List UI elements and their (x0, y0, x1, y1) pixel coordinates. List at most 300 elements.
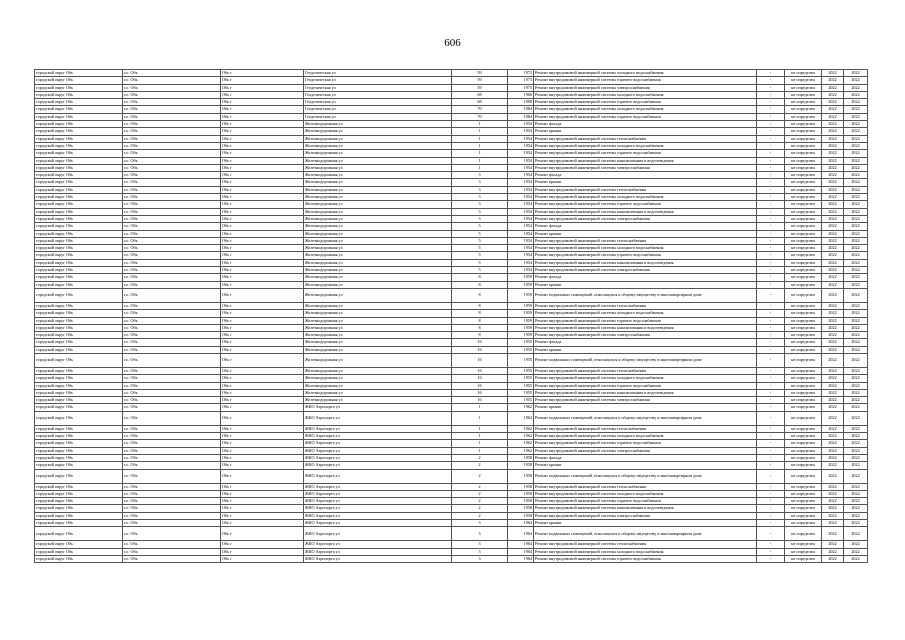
cell-street: Железнодорожная ул (304, 281, 452, 288)
cell-cost: - (757, 179, 785, 186)
cell-method: не определен (785, 302, 822, 309)
cell-plan-year-end: 2022 (844, 353, 868, 367)
cell-municipality: г.о. Обь (123, 440, 221, 447)
cell-plan-year-end: 2022 (844, 490, 868, 497)
cell-city: Обь г (221, 267, 304, 274)
cell-street: Железнодорожная ул (304, 164, 452, 171)
cell-house-number: 1 (452, 411, 508, 425)
cell-build-year: 1958 (508, 469, 534, 483)
cell-work-type: Ремонт крыши (534, 179, 757, 186)
table-row (35, 382, 868, 389)
cell-street: Железнодорожная ул (304, 237, 452, 244)
cell-build-year: 1959 (508, 274, 534, 281)
cell-work-type: Ремонт внутридомовой инженерной системы холодного водоснабжения (534, 142, 757, 149)
cell-district: городской округ Обь (35, 164, 123, 171)
cell-plan-year-end: 2022 (844, 555, 868, 562)
cell-district: городской округ Обь (35, 113, 123, 120)
cell-method: не определен (785, 77, 822, 84)
cell-method: не определен (785, 425, 822, 432)
cell-method: не определен (785, 440, 822, 447)
cell-municipality: г.о. Обь (123, 208, 221, 215)
cell-plan-year-start: 2022 (822, 84, 844, 91)
cell-house-number: 2 (452, 505, 508, 512)
cell-method: не определен (785, 317, 822, 324)
cell-city: Обь г (221, 274, 304, 281)
cell-work-type: Ремонт внутридомовой инженерной системы горячего водоснабжения (534, 317, 757, 324)
cell-plan-year-end: 2022 (844, 106, 868, 113)
cell-cost: - (757, 382, 785, 389)
cell-work-type: Ремонт внутридомовой инженерной системы теплоснабжения (534, 237, 757, 244)
cell-method: не определен (785, 186, 822, 193)
table-row (35, 310, 868, 317)
cell-district: городской округ Обь (35, 172, 123, 179)
table-row (35, 317, 868, 324)
cell-work-type: Ремонт внутридомовой инженерной системы горячего водоснабжения (534, 555, 757, 562)
cell-method: не определен (785, 252, 822, 259)
cell-method: не определен (785, 483, 822, 490)
cell-plan-year-end: 2022 (844, 447, 868, 454)
cell-plan-year-start: 2022 (822, 440, 844, 447)
cell-municipality: г.о. Обь (123, 142, 221, 149)
cell-plan-year-start: 2022 (822, 252, 844, 259)
cell-city: Обь г (221, 346, 304, 353)
cell-work-type: Ремонт фасада (534, 274, 757, 281)
cell-district: городской округ Обь (35, 99, 123, 106)
cell-municipality: г.о. Обь (123, 490, 221, 497)
cell-house-number: 3 (452, 520, 508, 527)
cell-build-year: 1959 (508, 332, 534, 339)
table-row (35, 324, 868, 331)
cell-municipality: г.о. Обь (123, 332, 221, 339)
cell-plan-year-start: 2022 (822, 70, 844, 77)
cell-city: Обь г (221, 367, 304, 374)
table-row (35, 113, 868, 120)
cell-plan-year-start: 2022 (822, 548, 844, 555)
cell-build-year: 1959 (508, 317, 534, 324)
cell-street: ЖКО Аэропорта ул (304, 541, 452, 548)
cell-district: городской округ Обь (35, 555, 123, 562)
cell-work-type: Ремонт внутридомовой инженерной системы канализования и водоотведения (534, 259, 757, 266)
cell-district: городской округ Обь (35, 281, 123, 288)
cell-plan-year-start: 2022 (822, 215, 844, 222)
cell-method: не определен (785, 150, 822, 157)
cell-plan-year-start: 2022 (822, 121, 844, 128)
cell-city: Обь г (221, 77, 304, 84)
cell-municipality: г.о. Обь (123, 310, 221, 317)
cell-municipality: г.о. Обь (123, 259, 221, 266)
cell-method: не определен (785, 555, 822, 562)
cell-build-year: 1954 (508, 135, 534, 142)
cell-district: городской округ Обь (35, 245, 123, 252)
cell-work-type: Ремонт фасада (534, 172, 757, 179)
table-row (35, 252, 868, 259)
cell-method: не определен (785, 194, 822, 201)
cell-district: городской округ Обь (35, 324, 123, 331)
cell-plan-year-start: 2022 (822, 302, 844, 309)
cell-cost: - (757, 462, 785, 469)
table-row (35, 164, 868, 171)
cell-municipality: г.о. Обь (123, 339, 221, 346)
cell-plan-year-start: 2022 (822, 411, 844, 425)
cell-district: городской округ Обь (35, 230, 123, 237)
cell-method: не определен (785, 339, 822, 346)
cell-street: Геодезическая ул (304, 77, 452, 84)
table-row (35, 353, 868, 367)
cell-work-type: Ремонт крыши (534, 230, 757, 237)
cell-plan-year-start: 2022 (822, 527, 844, 541)
cell-district: городской округ Обь (35, 454, 123, 461)
cell-plan-year-end: 2022 (844, 389, 868, 396)
cell-work-type: Ремонт внутридомовой инженерной системы канализования и водоотведения (534, 208, 757, 215)
cell-plan-year-end: 2022 (844, 281, 868, 288)
cell-house-number: 3 (452, 172, 508, 179)
cell-work-type: Ремонт внутридомовой инженерной системы электроснабжения (534, 164, 757, 171)
cell-district: городской округ Обь (35, 77, 123, 84)
cell-work-type: Ремонт крыши (534, 346, 757, 353)
cell-method: не определен (785, 346, 822, 353)
cell-city: Обь г (221, 310, 304, 317)
table-body (35, 70, 868, 563)
cell-method: не определен (785, 288, 822, 302)
cell-street: Железнодорожная ул (304, 157, 452, 164)
table-row (35, 339, 868, 346)
cell-street: Железнодорожная ул (304, 353, 452, 367)
cell-city: Обь г (221, 541, 304, 548)
cell-municipality: г.о. Обь (123, 150, 221, 157)
cell-build-year: 1959 (508, 281, 534, 288)
table-row (35, 150, 868, 157)
cell-method: не определен (785, 512, 822, 519)
cell-street: Геодезическая ул (304, 113, 452, 120)
table-row (35, 375, 868, 382)
cell-street: ЖКО Аэропорта ул (304, 469, 452, 483)
cell-plan-year-end: 2022 (844, 288, 868, 302)
cell-house-number: 68 (452, 91, 508, 98)
cell-city: Обь г (221, 194, 304, 201)
table-row (35, 121, 868, 128)
cell-cost: - (757, 106, 785, 113)
cell-plan-year-start: 2022 (822, 237, 844, 244)
cell-build-year: 1962 (508, 447, 534, 454)
cell-method: не определен (785, 259, 822, 266)
cell-district: городской округ Обь (35, 179, 123, 186)
cell-method: не определен (785, 498, 822, 505)
cell-work-type: Ремонт фасада (534, 454, 757, 461)
cell-build-year: 1954 (508, 237, 534, 244)
table-row (35, 267, 868, 274)
cell-city: Обь г (221, 454, 304, 461)
cell-municipality: г.о. Обь (123, 324, 221, 331)
cell-municipality: г.о. Обь (123, 91, 221, 98)
table-row (35, 447, 868, 454)
cell-city: Обь г (221, 121, 304, 128)
cell-district: городской округ Обь (35, 310, 123, 317)
cell-district: городской округ Обь (35, 332, 123, 339)
cell-house-number: 5 (452, 245, 508, 252)
cell-municipality: г.о. Обь (123, 512, 221, 519)
cell-cost: - (757, 324, 785, 331)
cell-city: Обь г (221, 208, 304, 215)
cell-house-number: 59 (452, 77, 508, 84)
cell-cost: - (757, 527, 785, 541)
cell-municipality: г.о. Обь (123, 237, 221, 244)
cell-district: городской округ Обь (35, 433, 123, 440)
table-row (35, 440, 868, 447)
cell-cost: - (757, 274, 785, 281)
cell-district: городской округ Обь (35, 382, 123, 389)
cell-house-number: 3 (452, 527, 508, 541)
cell-method: не определен (785, 164, 822, 171)
table-row (35, 288, 868, 302)
cell-street: Железнодорожная ул (304, 128, 452, 135)
cell-municipality: г.о. Обь (123, 223, 221, 230)
cell-municipality: г.о. Обь (123, 201, 221, 208)
cell-build-year: 1955 (508, 367, 534, 374)
cell-city: Обь г (221, 135, 304, 142)
cell-plan-year-start: 2022 (822, 462, 844, 469)
cell-build-year: 1962 (508, 425, 534, 432)
table-row (35, 179, 868, 186)
cell-build-year: 1973 (508, 84, 534, 91)
table-row (35, 215, 868, 222)
cell-work-type: Ремонт внутридомовой инженерной системы канализования и водоотведения (534, 389, 757, 396)
cell-house-number: 16 (452, 353, 508, 367)
cell-street: Железнодорожная ул (304, 317, 452, 324)
cell-work-type: Ремонт внутридомовой инженерной системы горячего водоснабжения (534, 113, 757, 120)
cell-plan-year-start: 2022 (822, 77, 844, 84)
cell-build-year: 1962 (508, 404, 534, 411)
cell-house-number: 8 (452, 288, 508, 302)
cell-plan-year-end: 2022 (844, 332, 868, 339)
cell-cost: - (757, 302, 785, 309)
repair-schedule-table (34, 69, 868, 563)
cell-municipality: г.о. Обь (123, 215, 221, 222)
cell-plan-year-start: 2022 (822, 201, 844, 208)
cell-method: не определен (785, 411, 822, 425)
cell-work-type: Ремонт подвальных помещений, относящихся к общему имуществу в многоквартирном доме (534, 353, 757, 367)
cell-street: Железнодорожная ул (304, 324, 452, 331)
cell-plan-year-start: 2022 (822, 99, 844, 106)
cell-cost: - (757, 454, 785, 461)
cell-cost: - (757, 150, 785, 157)
table-row (35, 230, 868, 237)
cell-work-type: Ремонт крыши (534, 462, 757, 469)
cell-city: Обь г (221, 505, 304, 512)
cell-build-year: 1958 (508, 498, 534, 505)
cell-street: Геодезическая ул (304, 84, 452, 91)
cell-house-number: 3 (452, 179, 508, 186)
cell-city: Обь г (221, 84, 304, 91)
cell-city: Обь г (221, 512, 304, 519)
cell-work-type: Ремонт внутридомовой инженерной системы холодного водоснабжения (534, 548, 757, 555)
cell-work-type: Ремонт внутридомовой инженерной системы холодного водоснабжения (534, 194, 757, 201)
cell-street: Железнодорожная ул (304, 121, 452, 128)
cell-work-type: Ремонт внутридомовой инженерной системы теплоснабжения (534, 425, 757, 432)
cell-method: не определен (785, 91, 822, 98)
cell-cost: - (757, 397, 785, 404)
cell-city: Обь г (221, 252, 304, 259)
table-row (35, 404, 868, 411)
cell-work-type: Ремонт внутридомовой инженерной системы теплоснабжения (534, 541, 757, 548)
cell-city: Обь г (221, 223, 304, 230)
cell-build-year: 1980 (508, 99, 534, 106)
cell-district: городской округ Обь (35, 201, 123, 208)
cell-cost: - (757, 194, 785, 201)
table-row (35, 490, 868, 497)
table-row (35, 454, 868, 461)
cell-city: Обь г (221, 317, 304, 324)
cell-work-type: Ремонт внутридомовой инженерной системы электроснабжения (534, 332, 757, 339)
table-row (35, 237, 868, 244)
cell-district: городской округ Обь (35, 317, 123, 324)
cell-plan-year-end: 2022 (844, 375, 868, 382)
cell-cost: - (757, 389, 785, 396)
cell-district: городской округ Обь (35, 259, 123, 266)
cell-municipality: г.о. Обь (123, 375, 221, 382)
table-row (35, 186, 868, 193)
cell-street: Железнодорожная ул (304, 230, 452, 237)
cell-cost: - (757, 281, 785, 288)
cell-municipality: г.о. Обь (123, 194, 221, 201)
cell-build-year: 1954 (508, 194, 534, 201)
cell-work-type: Ремонт внутридомовой инженерной системы холодного водоснабжения (534, 433, 757, 440)
cell-plan-year-end: 2022 (844, 274, 868, 281)
cell-house-number: 8 (452, 274, 508, 281)
cell-cost: - (757, 411, 785, 425)
cell-plan-year-end: 2022 (844, 230, 868, 237)
cell-city: Обь г (221, 498, 304, 505)
cell-build-year: 1964 (508, 548, 534, 555)
cell-street: ЖКО Аэропорта ул (304, 505, 452, 512)
cell-house-number: 3 (452, 541, 508, 548)
cell-cost: - (757, 252, 785, 259)
cell-house-number: 16 (452, 346, 508, 353)
cell-city: Обь г (221, 469, 304, 483)
cell-build-year: 1954 (508, 223, 534, 230)
cell-city: Обь г (221, 142, 304, 149)
cell-method: не определен (785, 142, 822, 149)
cell-plan-year-start: 2022 (822, 281, 844, 288)
cell-plan-year-end: 2022 (844, 527, 868, 541)
cell-street: Железнодорожная ул (304, 215, 452, 222)
cell-district: городской округ Обь (35, 142, 123, 149)
cell-house-number: 8 (452, 332, 508, 339)
cell-cost: - (757, 555, 785, 562)
table-row (35, 346, 868, 353)
cell-build-year: 1984 (508, 106, 534, 113)
cell-cost: - (757, 99, 785, 106)
table-row (35, 367, 868, 374)
cell-plan-year-start: 2022 (822, 194, 844, 201)
cell-street: ЖКО Аэропорта ул (304, 462, 452, 469)
cell-build-year: 1954 (508, 142, 534, 149)
cell-municipality: г.о. Обь (123, 447, 221, 454)
table-row (35, 520, 868, 527)
cell-plan-year-start: 2022 (822, 230, 844, 237)
cell-house-number: 2 (452, 469, 508, 483)
cell-plan-year-start: 2022 (822, 498, 844, 505)
table-row (35, 142, 868, 149)
cell-house-number: 16 (452, 375, 508, 382)
cell-district: городской округ Обь (35, 490, 123, 497)
table-row (35, 527, 868, 541)
cell-plan-year-start: 2022 (822, 186, 844, 193)
cell-plan-year-start: 2022 (822, 404, 844, 411)
cell-street: Железнодорожная ул (304, 267, 452, 274)
cell-plan-year-end: 2022 (844, 259, 868, 266)
cell-work-type: Ремонт внутридомовой инженерной системы холодного водоснабжения (534, 106, 757, 113)
cell-cost: - (757, 288, 785, 302)
cell-plan-year-start: 2022 (822, 245, 844, 252)
table-row (35, 172, 868, 179)
cell-municipality: г.о. Обь (123, 106, 221, 113)
cell-method: не определен (785, 548, 822, 555)
cell-plan-year-end: 2022 (844, 128, 868, 135)
table-row (35, 332, 868, 339)
cell-house-number: 3 (452, 548, 508, 555)
cell-work-type: Ремонт крыши (534, 520, 757, 527)
cell-method: не определен (785, 527, 822, 541)
table-row (35, 389, 868, 396)
cell-work-type: Ремонт внутридомовой инженерной системы электроснабжения (534, 84, 757, 91)
cell-plan-year-end: 2022 (844, 404, 868, 411)
cell-street: Железнодорожная ул (304, 332, 452, 339)
cell-plan-year-start: 2022 (822, 397, 844, 404)
cell-build-year: 1954 (508, 172, 534, 179)
cell-method: не определен (785, 84, 822, 91)
cell-cost: - (757, 208, 785, 215)
cell-plan-year-end: 2022 (844, 164, 868, 171)
cell-municipality: г.о. Обь (123, 281, 221, 288)
cell-city: Обь г (221, 382, 304, 389)
cell-method: не определен (785, 454, 822, 461)
cell-district: городской округ Обь (35, 106, 123, 113)
cell-work-type: Ремонт внутридомовой инженерной системы горячего водоснабжения (534, 498, 757, 505)
table-row (35, 157, 868, 164)
cell-city: Обь г (221, 440, 304, 447)
cell-city: Обь г (221, 172, 304, 179)
cell-district: городской округ Обь (35, 397, 123, 404)
cell-plan-year-end: 2022 (844, 425, 868, 432)
cell-cost: - (757, 267, 785, 274)
cell-work-type: Ремонт внутридомовой инженерной системы теплоснабжения (534, 186, 757, 193)
cell-street: Железнодорожная ул (304, 389, 452, 396)
cell-method: не определен (785, 281, 822, 288)
cell-city: Обь г (221, 99, 304, 106)
cell-house-number: 1 (452, 404, 508, 411)
cell-cost: - (757, 440, 785, 447)
cell-work-type: Ремонт внутридомовой инженерной системы электроснабжения (534, 267, 757, 274)
cell-house-number: 70 (452, 106, 508, 113)
cell-plan-year-end: 2022 (844, 77, 868, 84)
cell-work-type: Ремонт внутридомовой инженерной системы горячего водоснабжения (534, 77, 757, 84)
table-row (35, 99, 868, 106)
cell-plan-year-end: 2022 (844, 252, 868, 259)
cell-cost: - (757, 135, 785, 142)
cell-cost: - (757, 367, 785, 374)
cell-district: городской округ Обь (35, 498, 123, 505)
cell-build-year: 1959 (508, 310, 534, 317)
cell-district: городской округ Обь (35, 208, 123, 215)
cell-plan-year-start: 2022 (822, 520, 844, 527)
cell-municipality: г.о. Обь (123, 252, 221, 259)
cell-street: ЖКО Аэропорта ул (304, 490, 452, 497)
cell-district: городской округ Обь (35, 194, 123, 201)
cell-plan-year-end: 2022 (844, 433, 868, 440)
cell-work-type: Ремонт внутридомовой инженерной системы горячего водоснабжения (534, 382, 757, 389)
cell-district: городской округ Обь (35, 302, 123, 309)
cell-cost: - (757, 164, 785, 171)
